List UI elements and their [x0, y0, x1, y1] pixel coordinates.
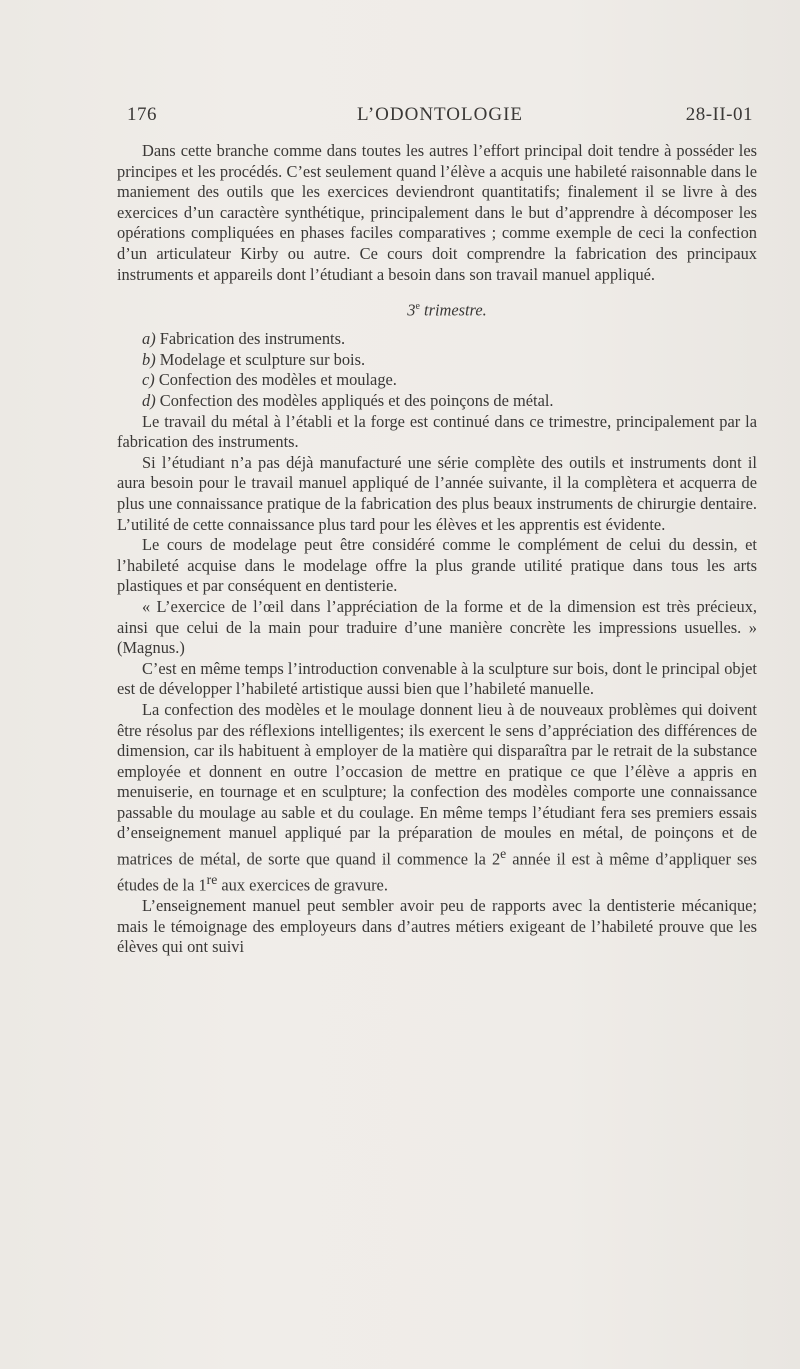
list-item-c: [117, 370, 757, 391]
list-marker: b): [142, 349, 156, 369]
list-item-b: [117, 350, 757, 371]
paragraph-7: [117, 700, 757, 896]
ordinal-superscript: e: [500, 846, 507, 862]
issue-date: 28-II-01: [685, 104, 753, 125]
list-text: Fabrication des instruments.: [159, 329, 346, 349]
list-marker: c): [142, 370, 155, 390]
paragraph-8: L’enseignement manuel peut sembler avoir peu de rapports avec la dentisterie mécanique; mais le témoignage des employeurs dans d’autres métiers exigeant de l’habileté prouve que les élèves qui ont suivi: [117, 896, 757, 957]
paragraph-1: Dans cette branche comme dans toutes les autres l’effort principal doit tendre à posséder les principes et les procédés. C’est seulement quand l’élève a acquis une habileté raisonnable dans le maniement des outils que les exercices deviendront quantitatifs; finalement il se livre à des exercices d’un caractère synthétique, principalement dans le but d’apprendre à décomposer les opérations compliquées en phases faciles comparatives ; comme exemple de ceci la confection d’un articulateur Kirby ou autre. Ce cours doit comprendre la fabrication des principaux instruments et appareils dont l’étudiant a besoin dans son travail manuel appliqué.: [117, 141, 757, 284]
list-text: Modelage et sculpture sur bois.: [159, 349, 366, 369]
list-item-a: [117, 329, 757, 350]
list-marker: d): [142, 391, 156, 410]
paragraph-7-part-3: aux exercices de gravure.: [217, 875, 388, 895]
list-item-d: [117, 391, 757, 412]
paragraph-3: Si l’étudiant n’a pas déjà manufacturé une série complète des outils et instruments dont il aura besoin pour le travail manuel appliqué de l’année suivante, il la complètera et acquerra de plus une connaissance pratique de la fabrication des plus beaux instruments de chirurgie dentaire. L’utilité de cette connaissance plus tard pour les élèves et les apprentis est évidente.: [117, 452, 757, 534]
paragraph-4: Le cours de modelage peut être considéré comme le complément de celui du dessin, et l’habileté acquise dans le modelage offre la plus grande utilité pratique dans tous les arts plastiques et par conséquent en dentisterie.: [117, 535, 757, 596]
page-number: 176: [127, 104, 157, 125]
list-text: Confection des modèles appliqués et des poinçons de métal.: [159, 391, 554, 410]
paragraph-2: Le travail du métal à l’établi et la forge est continué dans ce trimestre, principalement par la fabrication des instruments.: [117, 411, 757, 452]
paragraph-5: « L’exercice de l’œil dans l’appréciation de la forme et de la dimension est très précieux, ainsi que celui de la main pour traduire d’une manière concrète les impressions usuelles. » (Magnus.): [117, 596, 757, 658]
list-text: Confection des modèles et moulage.: [158, 370, 397, 390]
paragraph-7-part-2: année il est à même d’appliquer ses études de la 1: [117, 849, 757, 895]
running-head: [127, 104, 753, 134]
section-superscript: e: [415, 301, 420, 313]
body-text: [117, 141, 757, 958]
section-number: 3: [407, 300, 416, 320]
paragraph-7-part-1: La confection des modèles et le moulage donnent lieu à de nouveaux problèmes qui doivent être résolus par des réflexions intelligentes; ils exercent le sens d’appréciation des différences de dimension, car ils habituent à employer de la matière qui disparaîtra par le retrait de la substance employée et donnent en outre l’occasion de mettre en pratique ce que l’élève a appris en menuiserie, en tournage et en sculpture; la confection des modèles comporte une connaissance passable du moulage au sable et du coulage. En même temps l’étudiant fera ses premiers essais d’enseignement manuel appliqué par la préparation de moules en métal, de poinçons et de matrices de métal, de sorte que quand il commence la 2: [117, 699, 757, 869]
journal-title: L’ODONTOLOGIE: [356, 104, 524, 125]
ordinal-superscript: re: [206, 872, 218, 888]
section-heading: [117, 297, 757, 321]
paragraph-6: C’est en même temps l’introduction convenable à la sculpture sur bois, dont le principal objet est de développer l’habileté artistique aussi bien que l’habileté manuelle.: [117, 658, 757, 699]
list-marker: a): [142, 329, 156, 349]
section-word: trimestre.: [424, 300, 487, 320]
